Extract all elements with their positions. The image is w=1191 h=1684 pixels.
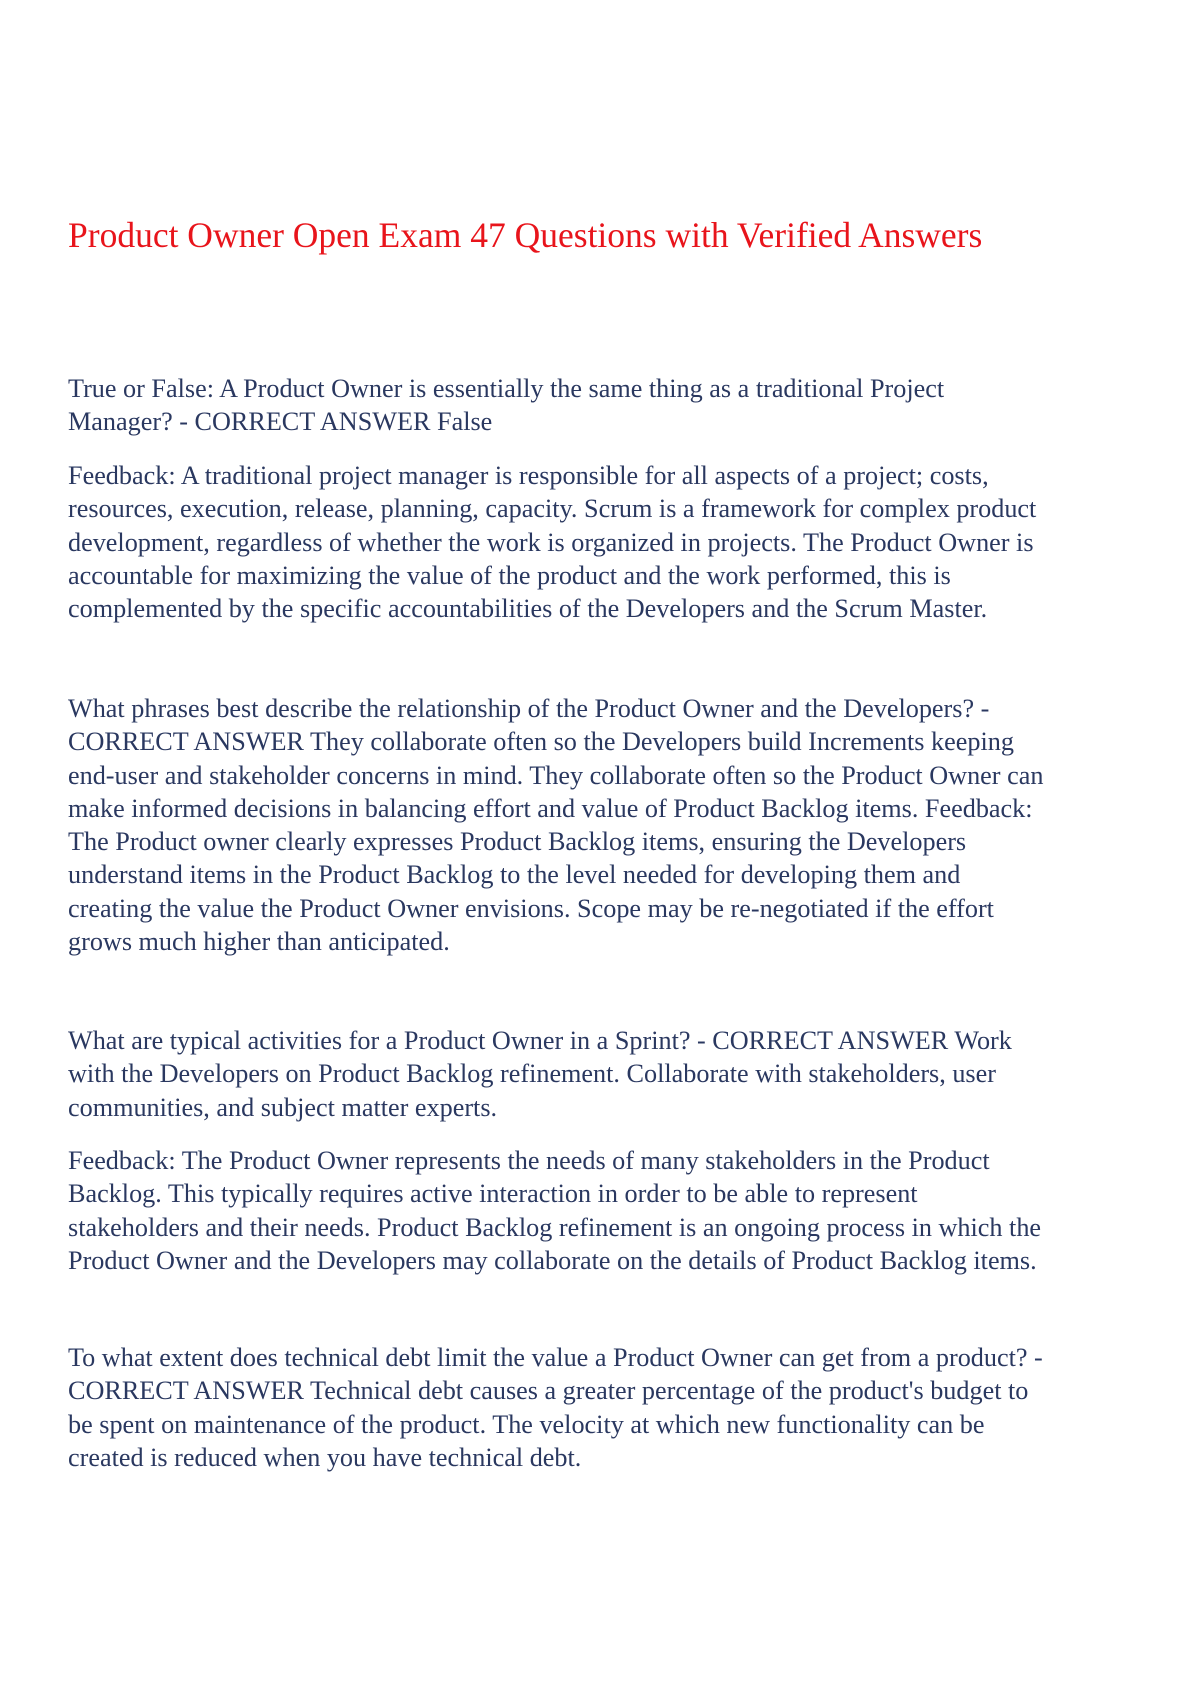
text-line: True or False: A Product Owner is essentially the same thing as a traditional Project: [68, 374, 945, 403]
text-line: stakeholders and their needs. Product Backlog refinement is an ongoing process in which the: [68, 1212, 1042, 1242]
feedback-po-vs-pm: [68, 459, 1128, 625]
question-true-false-po-vs-pm: [68, 372, 1128, 439]
text-line: To what extent does technical debt limit the value a Product Owner can get from a product? -: [68, 1343, 1043, 1372]
text-line: Backlog. This typically requires active interaction in order to be able to represent: [68, 1179, 918, 1209]
text-line: Product Owner and the Developers may collaborate on the details of Product Backlog items.: [68, 1245, 1037, 1275]
text-line: Manager? - CORRECT ANSWER False: [68, 407, 493, 437]
text-line: make informed decisions in balancing effort and value of Product Backlog items. Feedback:: [68, 793, 1033, 823]
text-line: created is reduced when you have technical debt.: [68, 1442, 582, 1472]
text-line: development, regardless of whether the work is organized in projects. The Product Owner is: [68, 527, 1034, 557]
text-line: creating the value the Product Owner envisions. Scope may be re-negotiated if the effort: [68, 893, 994, 923]
text-line: accountable for maximizing the value of the product and the work performed, this is: [68, 560, 951, 590]
text-line: grows much higher than anticipated.: [68, 927, 450, 957]
question-po-sprint-activities: [68, 1024, 1128, 1124]
text-line: with the Developers on Product Backlog refinement. Collaborate with stakeholders, user: [68, 1059, 996, 1089]
text-line: be spent on maintenance of the product. The velocity at which new functionality can be: [68, 1409, 985, 1439]
text-line: understand items in the Product Backlog to the level needed for developing them and: [68, 860, 961, 890]
question-technical-debt: [68, 1341, 1128, 1474]
text-line: complemented by the specific accountabilities of the Developers and the Scrum Master.: [68, 594, 988, 624]
text-line: What are typical activities for a Product Owner in a Sprint? - CORRECT ANSWER Work: [68, 1026, 1012, 1055]
text-line: The Product owner clearly expresses Product Backlog items, ensuring the Developers: [68, 827, 967, 857]
text-line: Feedback: A traditional project manager is responsible for all aspects of a project; costs,: [68, 461, 989, 490]
text-line: resources, execution, release, planning, capacity. Scrum is a framework for complex product: [68, 494, 1037, 524]
text-line: communities, and subject matter experts.: [68, 1092, 498, 1122]
text-line: CORRECT ANSWER They collaborate often so the Developers build Increments keeping: [68, 727, 1014, 757]
feedback-po-sprint-activities: [68, 1144, 1128, 1277]
text-line: Feedback: The Product Owner represents the needs of many stakeholders in the Product: [68, 1146, 990, 1175]
question-po-developers-relationship: [68, 692, 1128, 958]
text-line: What phrases best describe the relationship of the Product Owner and the Developers? -: [68, 694, 990, 723]
document-title: Product Owner Open Exam 47 Questions with Verified Answers: [68, 215, 983, 255]
text-line: end-user and stakeholder concerns in mind. They collaborate often so the Product Owner can: [68, 760, 1044, 790]
text-line: CORRECT ANSWER Technical debt causes a greater percentage of the product's budget to: [68, 1376, 1029, 1406]
